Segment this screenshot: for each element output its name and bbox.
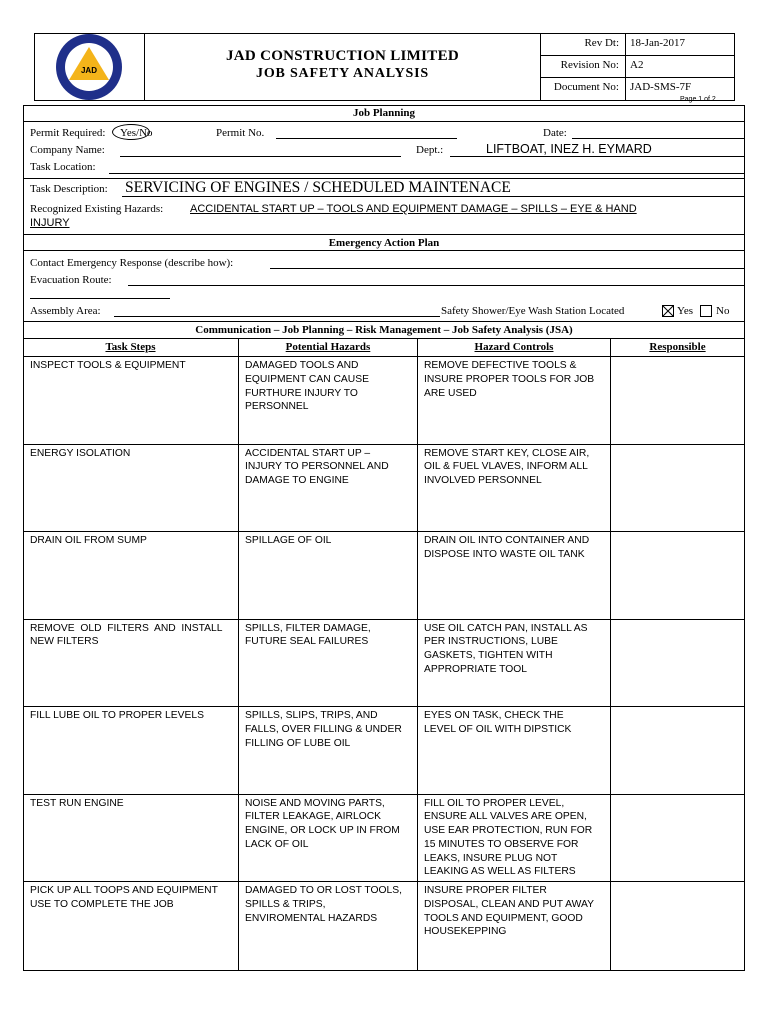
jsa-cell-line: FUTURE SEAL FAILURES bbox=[245, 636, 369, 648]
task-description-label: Task Description: bbox=[30, 183, 108, 195]
logo-cell bbox=[34, 33, 145, 101]
jsa-cell-line: FILTER LEAKAGE, AIRLOCK bbox=[245, 811, 382, 823]
jsa-cell-control bbox=[424, 359, 608, 400]
jsa-cell-responsible[interactable] bbox=[611, 532, 744, 618]
jsa-cell-line: INJURY TO PERSONNEL AND bbox=[245, 461, 389, 473]
jsa-cell-line: PERSONNEL bbox=[245, 401, 309, 413]
permit-required-label: Permit Required: bbox=[30, 127, 106, 139]
dept-label: Dept.: bbox=[416, 144, 444, 156]
jsa-cell-line: 15 MINUTES TO OBSERVE FOR bbox=[424, 838, 579, 850]
jsa-cell-control bbox=[424, 447, 608, 488]
jsa-cell-hazard bbox=[245, 534, 415, 548]
jsa-cell-line: DAMAGE TO ENGINE bbox=[245, 475, 349, 487]
jsa-cell-control bbox=[424, 884, 608, 939]
jsa-cell-line: LEAKS, INSURE PLUG NOT bbox=[424, 852, 558, 864]
rev-date-row bbox=[540, 33, 735, 55]
jsa-cell-line: FILL OIL TO PROPER LEVEL, bbox=[424, 797, 565, 809]
column-header-potential-hazards: Potential Hazards bbox=[285, 341, 371, 353]
shower-no-label: No bbox=[716, 305, 730, 317]
logo-text: JAD bbox=[80, 66, 98, 75]
jsa-cell-hazard bbox=[245, 884, 415, 925]
shower-yes-label: Yes bbox=[677, 305, 694, 317]
hazards-value-line1: ACCIDENTAL START UP – TOOLS AND EQUIPMENT DAMAGE – SPILLS – EYE & HAND bbox=[190, 203, 637, 215]
jsa-cell-line: INSPECT TOOLS & EQUIPMENT bbox=[30, 360, 186, 371]
jsa-cell-line: FILL LUBE OIL TO PROPER LEVELS bbox=[30, 710, 204, 721]
jsa-cell-line: PICK UP ALL TOOPS AND EQUIPMENT bbox=[30, 885, 218, 896]
jsa-cell-line: LEAKING AS WELL AS FILTERS bbox=[424, 866, 576, 878]
jsa-cell-line: INVOLVED PERSONNEL bbox=[424, 475, 542, 487]
shower-no-checkbox[interactable] bbox=[700, 305, 712, 317]
evacuation-route-label: Evacuation Route: bbox=[30, 274, 112, 286]
jsa-cell-hazard bbox=[245, 359, 415, 414]
jsa-cell-hazard bbox=[245, 447, 415, 488]
jsa-cell-responsible[interactable] bbox=[611, 707, 744, 793]
jsa-cell-line: FILLING OF LUBE OIL bbox=[245, 737, 351, 749]
contact-emergency-field[interactable] bbox=[270, 268, 745, 269]
job-planning-heading: Job Planning bbox=[352, 107, 416, 119]
jsa-cell-step bbox=[30, 797, 235, 811]
document-number-value: JAD-SMS-7F bbox=[630, 81, 692, 93]
jsa-cell-line: NOISE AND MOVING PARTS, bbox=[245, 797, 385, 809]
jsa-cell-line: DISPOSAL, CLEAN AND PUT AWAY bbox=[424, 898, 594, 910]
evacuation-route-field[interactable] bbox=[128, 285, 745, 286]
jsa-cell-line: ENERGY ISOLATION bbox=[30, 447, 131, 459]
jsa-cell-responsible[interactable] bbox=[611, 357, 744, 443]
jsa-cell-line: ACCIDENTAL START UP – bbox=[245, 447, 371, 459]
column-header-hazard-controls: Hazard Controls bbox=[474, 341, 554, 353]
document-title: JOB SAFETY ANALYSIS bbox=[256, 66, 429, 81]
jsa-cell-line: SPILLS & TRIPS, bbox=[245, 898, 326, 910]
task-location-label: Task Location: bbox=[30, 161, 96, 173]
jsa-cell-line: TEST RUN ENGINE bbox=[30, 797, 124, 809]
column-header-responsible: Responsible bbox=[649, 341, 706, 353]
jsa-cell-line: INSURE PROPER FILTER bbox=[424, 885, 547, 896]
jsa-cell-responsible[interactable] bbox=[611, 620, 744, 706]
permit-number-field[interactable] bbox=[276, 138, 457, 139]
jsa-cell-line: ARE USED bbox=[424, 387, 477, 399]
jsa-cell-line: USE EAR PROTECTION, RUN FOR bbox=[424, 825, 593, 837]
jsa-cell-control bbox=[424, 534, 608, 562]
title-cell bbox=[145, 33, 540, 101]
revision-row bbox=[540, 55, 735, 77]
shower-label: Safety Shower/Eye Wash Station Located bbox=[441, 305, 625, 317]
jsa-cell-step bbox=[30, 359, 235, 373]
check-x-icon bbox=[663, 306, 673, 316]
permit-yes-circle bbox=[112, 124, 150, 140]
jsa-cell-line: PER INSTRUCTIONS, LUBE bbox=[424, 636, 558, 648]
column-header-task-steps: Task Steps bbox=[105, 341, 156, 353]
company-name: JAD CONSTRUCTION LIMITED bbox=[225, 48, 460, 64]
revision-label: Revision No: bbox=[560, 59, 619, 71]
jsa-cell-line: USE TO COMPLETE THE JOB bbox=[30, 898, 174, 910]
jsa-cell-line: ENSURE ALL VALVES ARE OPEN, bbox=[424, 811, 587, 823]
jsa-cell-line: REMOVE OLD FILTERS AND INSTALL bbox=[30, 622, 223, 634]
document-number-label: Document No: bbox=[553, 81, 619, 93]
jsa-cell-line: LACK OF OIL bbox=[245, 838, 309, 850]
jsa-heading: Communication – Job Planning – Risk Management – Job Safety Analysis (JSA) bbox=[195, 324, 573, 336]
jsa-cell-step bbox=[30, 447, 235, 461]
dept-value: LIFTBOAT, INEZ H. EYMARD bbox=[486, 142, 652, 156]
jsa-cell-hazard bbox=[245, 622, 415, 650]
company-name-label: Company Name: bbox=[30, 144, 105, 156]
page-number: Page 1 of 2 bbox=[680, 96, 716, 103]
jsa-cell-line: DISPOSE INTO WASTE OIL TANK bbox=[424, 548, 585, 560]
jsa-cell-line: ENGINE, OR LOCK UP IN FROM bbox=[245, 825, 400, 837]
jsa-cell-line: SPILLS, FILTER DAMAGE, bbox=[245, 622, 371, 634]
shower-yes-checkbox[interactable] bbox=[662, 305, 674, 317]
contact-emergency-label: Contact Emergency Response (describe how): bbox=[30, 257, 234, 269]
jsa-cell-line: DRAIN OIL INTO CONTAINER AND bbox=[424, 535, 590, 546]
date-label: Date: bbox=[543, 127, 567, 139]
jsa-cell-line: SPILLAGE OF OIL bbox=[245, 535, 332, 546]
jsa-cell-responsible[interactable] bbox=[611, 795, 744, 881]
jsa-cell-step bbox=[30, 884, 235, 912]
hazards-label: Recognized Existing Hazards: bbox=[30, 203, 164, 215]
jsa-cell-responsible[interactable] bbox=[611, 445, 744, 531]
jsa-cell-line: ENVIROMENTAL HAZARDS bbox=[245, 912, 378, 924]
jsa-cell-line: EYES ON TASK, CHECK THE bbox=[424, 710, 564, 721]
dept-field[interactable] bbox=[450, 156, 745, 157]
jsa-cell-hazard bbox=[245, 797, 415, 852]
jsa-cell-line: REMOVE START KEY, CLOSE AIR, bbox=[424, 447, 590, 459]
jsa-cell-line: LEVEL OF OIL WITH DIPSTICK bbox=[424, 723, 572, 735]
jsa-cell-line: USE OIL CATCH PAN, INSTALL AS bbox=[424, 622, 588, 634]
task-location-field[interactable] bbox=[109, 173, 745, 174]
assembly-area-field[interactable] bbox=[114, 316, 440, 317]
emergency-plan-heading: Emergency Action Plan bbox=[328, 237, 440, 249]
jsa-cell-control bbox=[424, 622, 608, 677]
jsa-cell-hazard bbox=[245, 709, 415, 750]
jsa-cell-line: TOOLS AND EQUIPMENT, GOOD bbox=[424, 912, 583, 924]
jsa-cell-line: FURTHURE INJURY TO bbox=[245, 387, 358, 399]
jsa-cell-line: APPROPRIATE TOOL bbox=[424, 663, 527, 675]
jsa-cell-responsible[interactable] bbox=[611, 882, 744, 968]
jsa-cell-line: GASKETS, TIGHTEN WITH bbox=[424, 650, 553, 662]
jsa-cell-step bbox=[30, 534, 235, 548]
assembly-area-label: Assembly Area: bbox=[30, 305, 101, 317]
jsa-cell-line: DAMAGED TO OR LOST TOOLS, bbox=[245, 885, 402, 896]
company-name-field[interactable] bbox=[120, 156, 401, 157]
task-description-value: SERVICING OF ENGINES / SCHEDULED MAINTENACE bbox=[125, 179, 511, 196]
rev-date-label: Rev Dt: bbox=[584, 37, 619, 49]
jsa-cell-line: EQUIPMENT CAN CAUSE bbox=[245, 373, 369, 385]
jsa-cell-line: NEW FILTERS bbox=[30, 636, 99, 648]
jsa-cell-line: DRAIN OIL FROM SUMP bbox=[30, 535, 147, 546]
jsa-cell-step bbox=[30, 622, 235, 650]
date-field[interactable] bbox=[572, 138, 745, 139]
rev-date-value: 18-Jan-2017 bbox=[630, 37, 685, 49]
jsa-cell-step bbox=[30, 709, 235, 723]
jsa-cell-line: DAMAGED TOOLS AND bbox=[245, 360, 359, 371]
jsa-cell-line: HOUSEKEPPING bbox=[424, 926, 507, 938]
jsa-cell-line: FALLS, OVER FILLING & UNDER bbox=[245, 723, 402, 735]
permit-number-label: Permit No. bbox=[216, 127, 265, 139]
revision-value: A2 bbox=[630, 59, 644, 71]
jsa-cell-line: OIL & FUEL VLAVES, INFORM ALL bbox=[424, 461, 588, 473]
company-logo bbox=[34, 33, 145, 101]
hazards-value-line2: INJURY bbox=[30, 217, 70, 229]
jsa-cell-control bbox=[424, 709, 608, 737]
permit-yes-option[interactable]: Yes/No bbox=[120, 127, 153, 139]
jsa-cell-line: SPILLS, SLIPS, TRIPS, AND bbox=[245, 710, 378, 721]
jsa-cell-line: REMOVE DEFECTIVE TOOLS & bbox=[424, 360, 577, 371]
task-description-field[interactable] bbox=[122, 196, 745, 197]
jsa-cell-control bbox=[424, 797, 608, 880]
jsa-cell-line: INSURE PROPER TOOLS FOR JOB bbox=[424, 373, 595, 385]
evacuation-route-field-cont[interactable] bbox=[30, 298, 170, 299]
